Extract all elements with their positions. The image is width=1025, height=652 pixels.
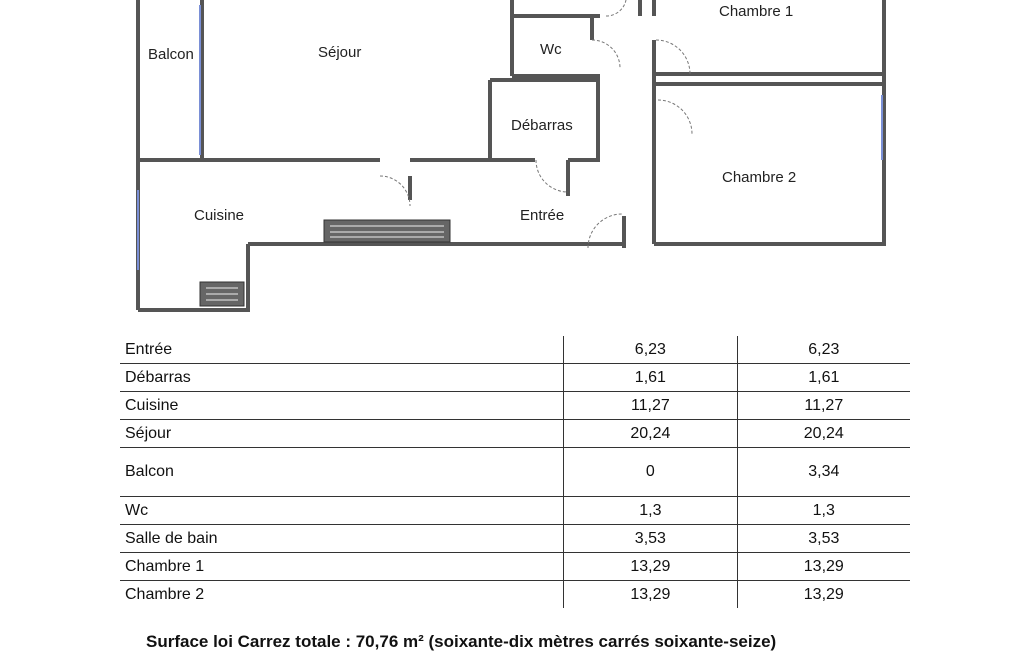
room-name-cell: Cuisine xyxy=(120,392,564,420)
total-area-cell: 13,29 xyxy=(737,581,910,609)
room-name-cell: Débarras xyxy=(120,364,564,392)
room-label-wc: Wc xyxy=(540,41,562,58)
room-name-cell: Chambre 2 xyxy=(125,585,205,603)
total-area-cell: 11,27 xyxy=(737,392,910,420)
room-name-cell: Chambre 1 xyxy=(120,553,564,581)
room-name-cell: Salle de bain xyxy=(120,525,564,553)
carrez-area-cell: 6,23 xyxy=(564,336,737,364)
table-row xyxy=(120,497,910,525)
table-row xyxy=(120,420,910,448)
total-area-cell: 6,23 xyxy=(737,336,910,364)
carrez-area-cell: 3,53 xyxy=(564,525,737,553)
carrez-area-cell: 20,24 xyxy=(564,420,737,448)
table-row xyxy=(120,336,910,364)
carrez-area-cell: 1,3 xyxy=(564,497,737,525)
floor-plan xyxy=(0,0,1025,320)
total-area-cell: 1,3 xyxy=(737,497,910,525)
room-name-cell: Séjour xyxy=(120,420,564,448)
room-name-cell: Wc xyxy=(120,497,564,525)
carrez-area-cell: 13,29 xyxy=(564,581,737,609)
total-area-cell: 1,61 xyxy=(737,364,910,392)
total-area-cell: 3,34 xyxy=(737,448,910,497)
total-area-cell: 20,24 xyxy=(737,420,910,448)
carrez-area-cell: 0 xyxy=(564,448,737,497)
areas-table xyxy=(120,336,910,608)
room-name-cell: Entrée xyxy=(120,336,564,364)
table-row xyxy=(120,525,910,553)
table-row xyxy=(120,581,910,609)
carrez-area-cell: 1,61 xyxy=(564,364,737,392)
table-row xyxy=(120,392,910,420)
table-row xyxy=(120,364,910,392)
total-surface-summary: Surface loi Carrez totale : 70,76 m² (soixante-dix mètres carrés soixante-seize) xyxy=(146,632,777,651)
room-label-chambre1: Chambre 1 xyxy=(719,3,794,20)
carrez-area-cell: 13,29 xyxy=(564,553,737,581)
room-name-cell: Balcon xyxy=(120,448,564,497)
total-area-cell: 13,29 xyxy=(737,553,910,581)
room-label-sejour: Séjour xyxy=(318,44,362,61)
room-label-chambre2: Chambre 2 xyxy=(722,169,797,186)
total-area-cell: 3,53 xyxy=(737,525,910,553)
room-label-entree: Entrée xyxy=(520,207,565,224)
table-row xyxy=(120,553,910,581)
room-label-cuisine: Cuisine xyxy=(194,207,245,224)
room-label-balcon: Balcon xyxy=(148,46,194,63)
carrez-area-cell: 11,27 xyxy=(564,392,737,420)
table-row xyxy=(120,448,910,497)
room-label-debarras: Débarras xyxy=(511,117,573,134)
